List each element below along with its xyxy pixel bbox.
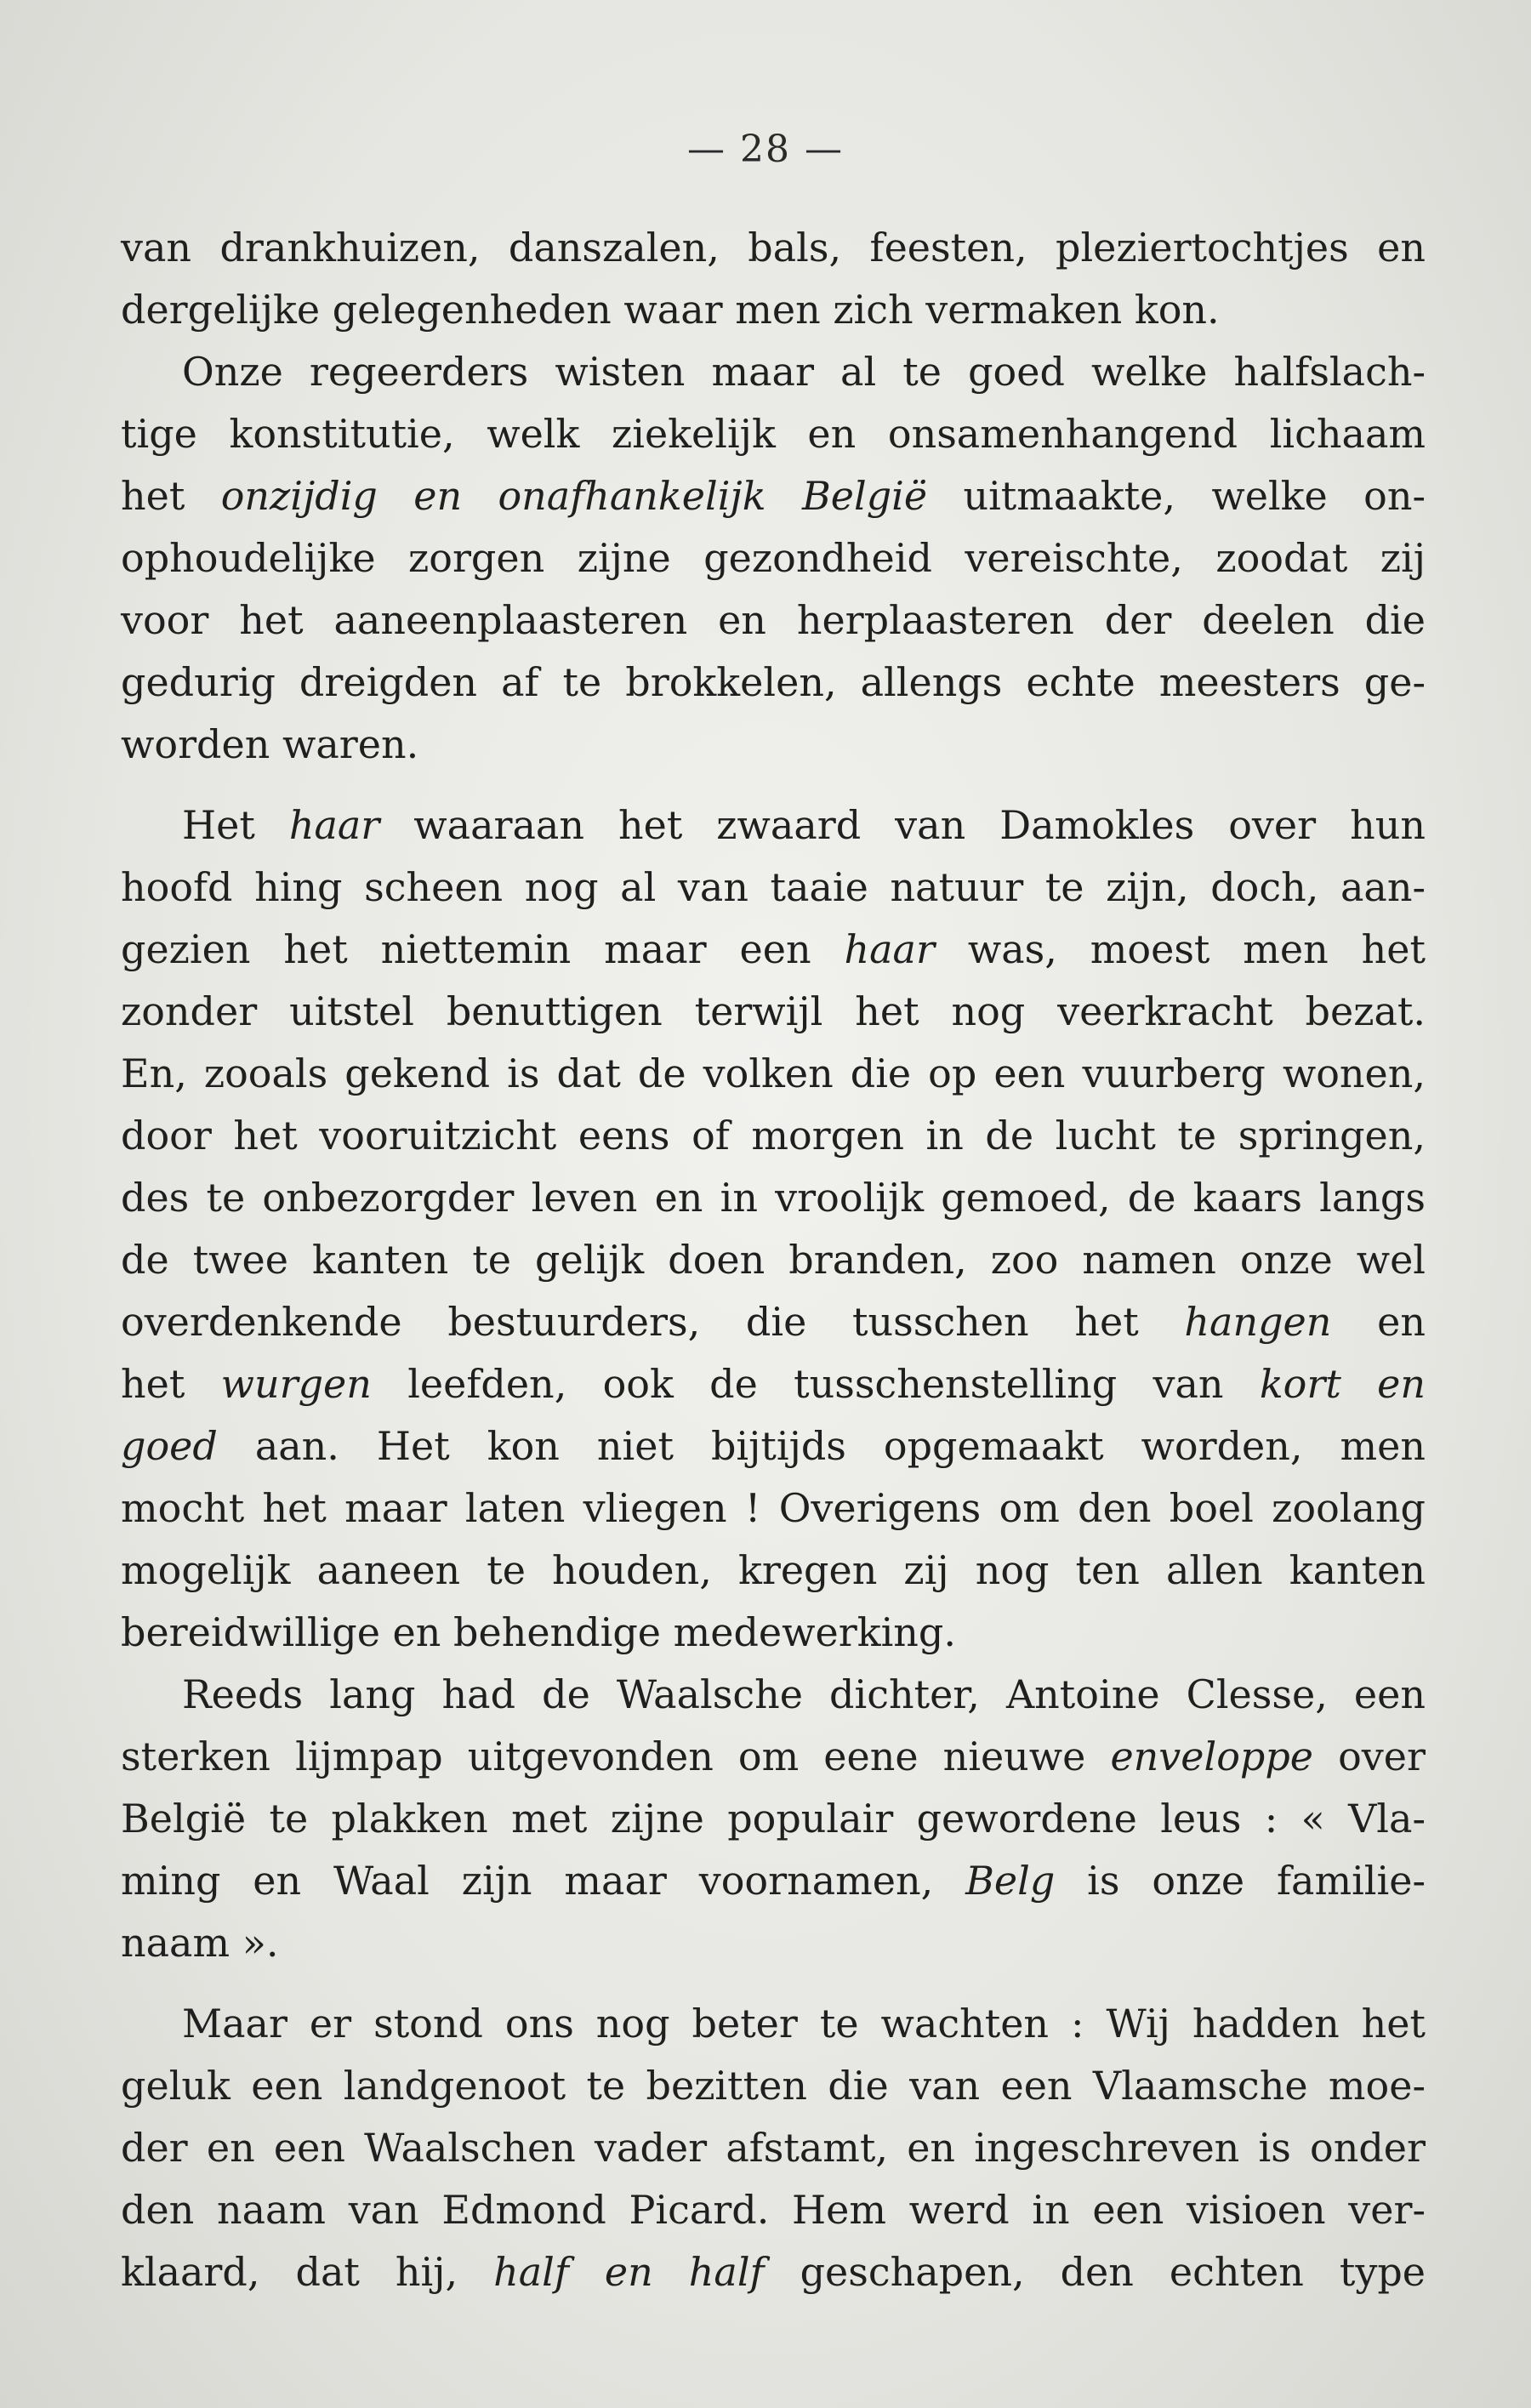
text-line	[121, 1105, 1426, 1167]
text-segment: voor het aaneenplaasteren en herplaasteren der deelen die	[121, 597, 1426, 643]
italic-text: haar	[288, 802, 380, 848]
italic-text: onzijdig en onafhankelijk België	[220, 473, 928, 519]
text-line	[121, 589, 1426, 652]
text-segment: klaard, dat hij,	[121, 2249, 494, 2295]
italic-text: kort en	[1259, 1361, 1426, 1407]
text-line	[121, 1477, 1426, 1540]
page-number: — 28 —	[687, 128, 844, 171]
text-segment: van drankhuizen, danszalen, bals, feesten, pleziertochtjes en	[121, 225, 1426, 270]
text-segment: de twee kanten te gelijk doen branden, zoo namen onze wel	[121, 1237, 1426, 1283]
text-line	[121, 1229, 1426, 1291]
text-line	[121, 341, 1426, 403]
text-segment: gezien het niettemin maar een	[121, 926, 845, 972]
text-segment: sterken lijmpap uitgevonden om eene nieuwe	[121, 1733, 1111, 1779]
text-segment: mocht het maar laten vliegen ! Overigens om den boel zoolang	[121, 1485, 1426, 1531]
italic-text: enveloppe	[1110, 1733, 1314, 1779]
text-segment: het	[121, 473, 221, 519]
text-segment: zonder uitstel benuttigen terwijl het nog veerkracht bezat.	[121, 988, 1426, 1034]
text-segment: dergelijke gelegenheden waar men zich vermaken kon.	[121, 287, 1220, 333]
text-segment: tige konstitutie, welk ziekelijk en onsamenhangend lichaam	[121, 411, 1426, 457]
text-line	[121, 1291, 1426, 1353]
text-segment: Het	[182, 802, 289, 848]
text-line	[121, 981, 1426, 1043]
text-segment: naam ».	[121, 1920, 279, 1966]
text-segment: is onze familie-	[1055, 1858, 1426, 1904]
text-line	[121, 1788, 1426, 1850]
text-line	[121, 465, 1426, 527]
text-segment: over	[1313, 1733, 1426, 1779]
text-segment: aan. Het kon niet bijtijds opgemaakt worden, men	[217, 1423, 1426, 1469]
text-segment: geluk een landgenoot te bezitten die van een Vlaamsche moe-	[121, 2063, 1426, 2109]
text-line	[121, 919, 1426, 981]
text-line	[121, 1850, 1426, 1912]
text-line	[121, 2055, 1426, 2117]
text-segment: En, zooals gekend is dat de volken die op een vuurberg wonen,	[121, 1050, 1426, 1096]
text-segment: Maar er stond ons nog beter te wachten : Wij hadden het	[182, 2001, 1426, 2047]
text-segment: ming en Waal zijn maar voornamen,	[121, 1858, 966, 1904]
text-line	[121, 652, 1426, 714]
text-segment: worden waren.	[121, 721, 419, 767]
text-segment: was, moest men het	[934, 926, 1426, 972]
text-line	[121, 1043, 1426, 1105]
text-line	[121, 1602, 1426, 1664]
text-segment: der en een Waalschen vader afstamt, en ingeschreven is onder	[121, 2125, 1426, 2171]
text-segment: bereidwillige en behendige medewerking.	[121, 1609, 956, 1655]
text-line	[121, 1353, 1426, 1415]
text-segment: mogelijk aaneen te houden, kregen zij nog ten allen kanten	[121, 1547, 1426, 1593]
text-segment: België te plakken met zijne populair gewordene leus : « Vla-	[121, 1796, 1426, 1842]
text-segment: het	[121, 1361, 221, 1407]
text-segment: den naam van Edmond Picard. Hem werd in een visioen ver-	[121, 2187, 1426, 2233]
text-line	[121, 217, 1426, 279]
text-segment: waaraan het zwaard van Damokles over hun	[379, 802, 1426, 848]
text-segment: en	[1331, 1299, 1426, 1345]
text-line	[121, 2179, 1426, 2241]
text-line	[121, 794, 1426, 857]
body-text	[121, 217, 1426, 2303]
italic-text: hangen	[1184, 1299, 1332, 1345]
text-segment: Onze regeerders wisten maar al te goed welke halfslach-	[182, 349, 1426, 395]
text-line	[121, 1167, 1426, 1229]
italic-text: goed	[121, 1423, 218, 1469]
text-segment: Reeds lang had de Waalsche dichter, Antoine Clesse, een	[182, 1671, 1426, 1717]
text-line	[121, 279, 1426, 341]
text-segment: leefden, ook de tusschenstelling van	[371, 1361, 1260, 1407]
text-line	[121, 1726, 1426, 1788]
text-segment: geschapen, den echten type	[764, 2249, 1426, 2295]
text-line	[121, 527, 1426, 589]
italic-text: Belg	[965, 1858, 1056, 1904]
text-segment: des te onbezorgder leven en in vroolijk gemoed, de kaars langs	[121, 1175, 1426, 1221]
italic-text: wurgen	[220, 1361, 372, 1407]
text-line	[121, 1415, 1426, 1477]
text-line	[121, 2117, 1426, 2179]
text-segment: ophoudelijke zorgen zijne gezondheid vereischte, zoodat zij	[121, 535, 1426, 581]
text-line	[121, 1664, 1426, 1726]
text-segment: uitmaakte, welke on-	[927, 473, 1426, 519]
text-segment: gedurig dreigden af te brokkelen, allengs echte meesters ge-	[121, 659, 1426, 705]
italic-text: half en half	[493, 2249, 765, 2295]
text-line	[121, 1912, 1426, 1974]
text-line	[121, 857, 1426, 919]
text-segment: overdenkende bestuurders, die tusschen het	[121, 1299, 1185, 1345]
text-segment: door het vooruitzicht eens of morgen in de lucht te springen,	[121, 1113, 1426, 1158]
text-line	[121, 1540, 1426, 1602]
text-segment: hoofd hing scheen nog al van taaie natuur te zijn, doch, aan-	[121, 864, 1426, 910]
italic-text: haar	[844, 926, 935, 972]
text-line	[121, 1993, 1426, 2055]
text-line	[121, 2241, 1426, 2303]
text-line	[121, 714, 1426, 776]
text-line	[121, 403, 1426, 465]
